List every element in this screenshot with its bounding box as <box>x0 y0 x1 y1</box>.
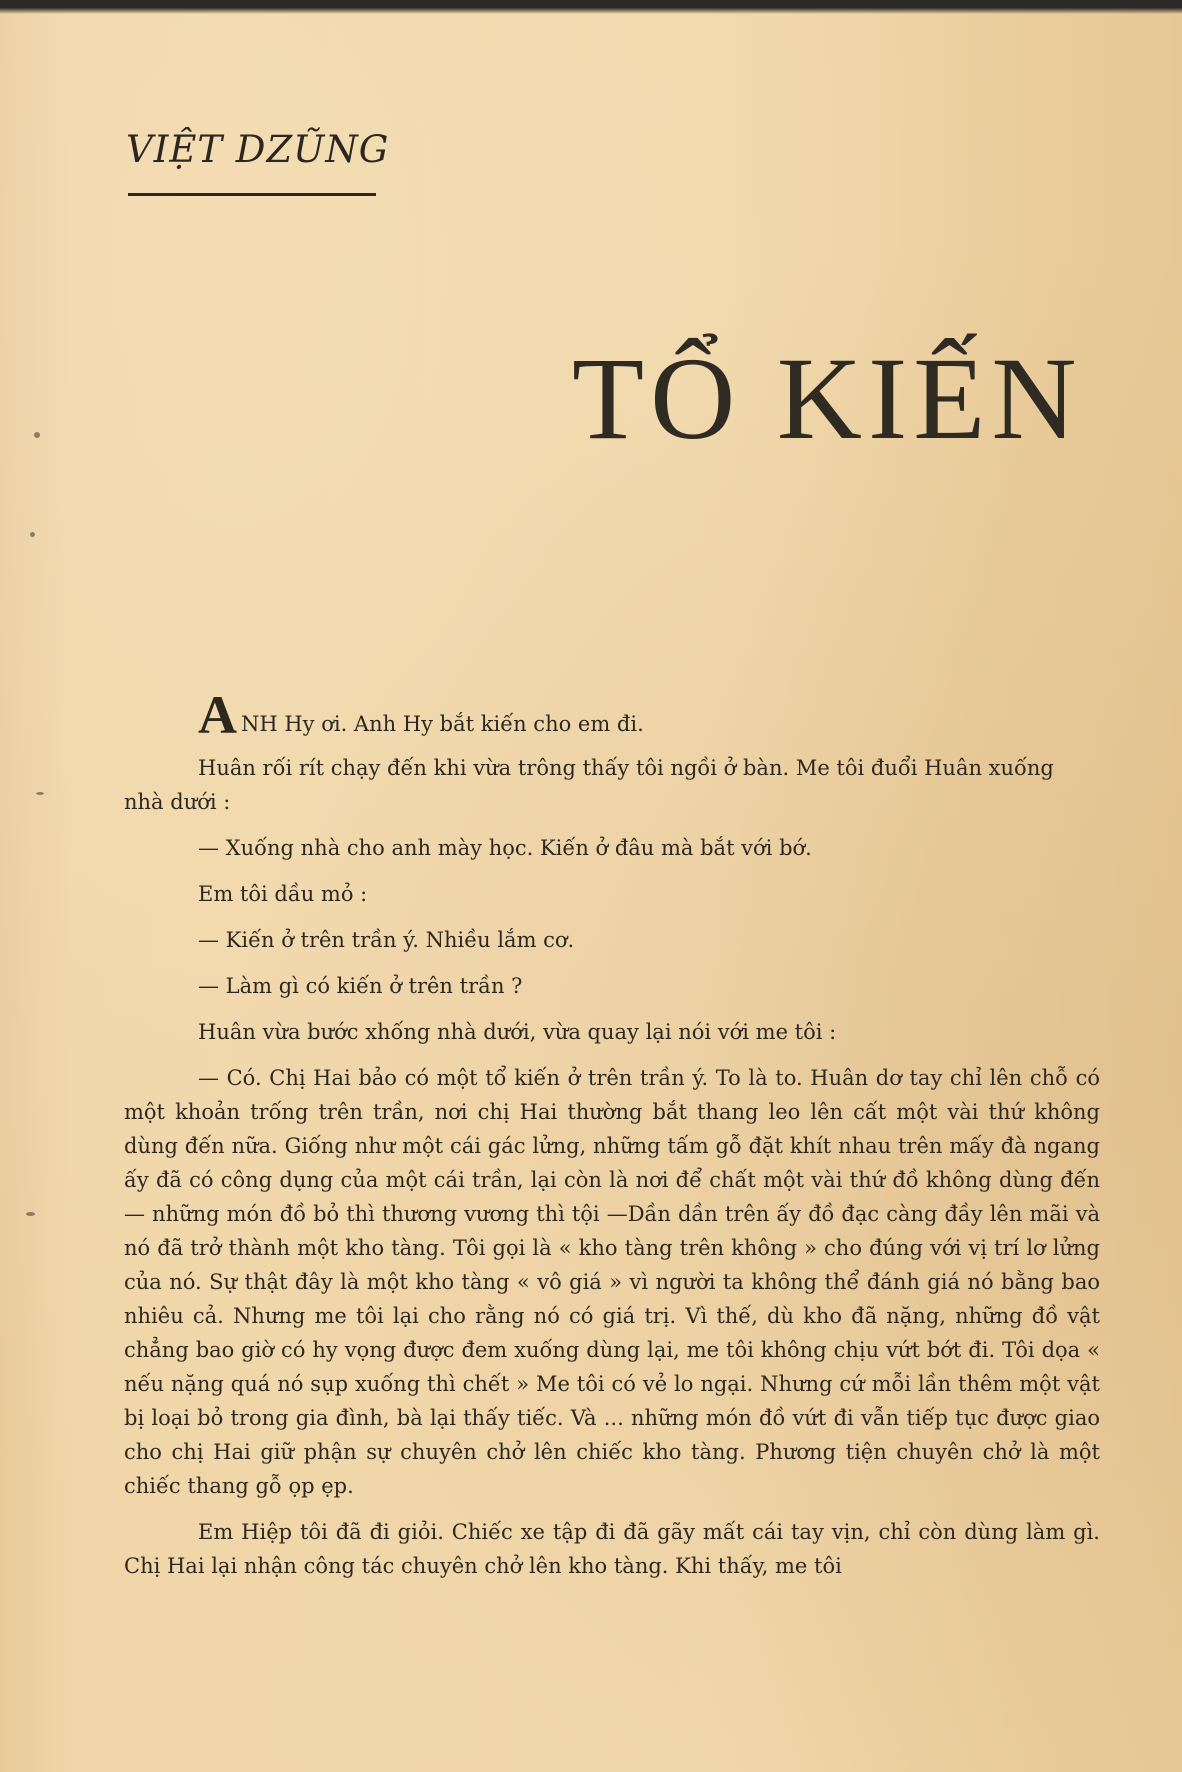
paper-speck <box>36 792 44 795</box>
paragraph: Huân rối rít chạy đến khi vừa trông thấy tôi ngồi ở bàn. Me tôi đuổi Huân xuống nhà dưới : <box>124 756 1054 814</box>
author-underline <box>128 193 376 196</box>
paper-speck <box>30 532 35 537</box>
dialogue-line: Em tôi dầu mỏ : <box>198 882 368 906</box>
drop-cap: A <box>198 685 237 745</box>
dialogue-line: — Làm gì có kiến ở trên trần ? <box>198 974 523 998</box>
opening-line <box>124 685 1100 745</box>
page-top-edge <box>0 0 1182 14</box>
opening-line-text: NH Hy ơi. Anh Hy bắt kiến cho em đi. <box>241 712 644 736</box>
dialogue-line: — Kiến ở trên trần ý. Nhiều lắm cơ. <box>198 928 575 952</box>
dialogue-line: — Xuống nhà cho anh mày học. Kiến ở đâu mà bắt với bớ. <box>198 836 812 860</box>
author-name: VIỆT DZŨNG <box>126 128 390 171</box>
dialogue-line: Huân vừa bước xhống nhà dưới, vừa quay lại nói với me tôi : <box>198 1020 837 1044</box>
story-title: TỔ KIẾN <box>572 333 1083 464</box>
paragraph: — Có. Chị Hai bảo có một tổ kiến ở trên trần ý. To là to. Huân dơ tay chỉ lên chỗ có một khoản trống trên trần, nơi chị Hai thường bắt thang leo lên cất một vài thứ không dùng đến nữa. Giống như một cái gác lửng, những tấm gỗ đặt khít nhau trên mấy đà ngang ấy đã có công dụng của một cái trần, lại còn là nơi để chất một vài thứ đồ không dùng đến — những món đồ bỏ thì thương vương thì tội —Dần dần trên ấy đồ đạc càng đầy lên mãi và nó đã trở thành một kho tàng. Tôi gọi là « kho tàng trên không » cho đúng với vị trí lơ lửng của nó. Sự thật đây là một kho tàng « vô giá » vì người ta không thể đánh giá nó bằng bao nhiêu cả. Nhưng me tôi lại cho rằng nó có giá trị. Vì thế, dù kho đã nặng, những đồ vật chẳng bao giờ có hy vọng được đem xuống dùng lại, me tôi không chịu vứt bớt đi. Tôi dọa « nếu nặng quá nó sụp xuống thì chết » Me tôi có vẻ lo ngại. Nhưng cứ mỗi lần thêm một vật bị loại bỏ trong gia đình, bà lại thấy tiếc. Và ... những món đồ vứt đi vẫn tiếp tục được giao cho chị Hai giữ phận sự chuyên chở lên chiếc kho tàng. Phương tiện chuyên chở là một chiếc thang gỗ ọp ẹp. <box>124 1066 1100 1498</box>
paragraph: Em Hiệp tôi đã đi giỏi. Chiếc xe tập đi đã gãy mất cái tay vịn, chỉ còn dùng làm gì. Chị Hai lại nhận công tác chuyên chở lên kho tàng. Khi thấy, me tôi <box>124 1520 1100 1578</box>
paper-speck <box>26 1212 35 1216</box>
story-body <box>124 685 1100 1583</box>
paper-speck <box>34 432 40 438</box>
